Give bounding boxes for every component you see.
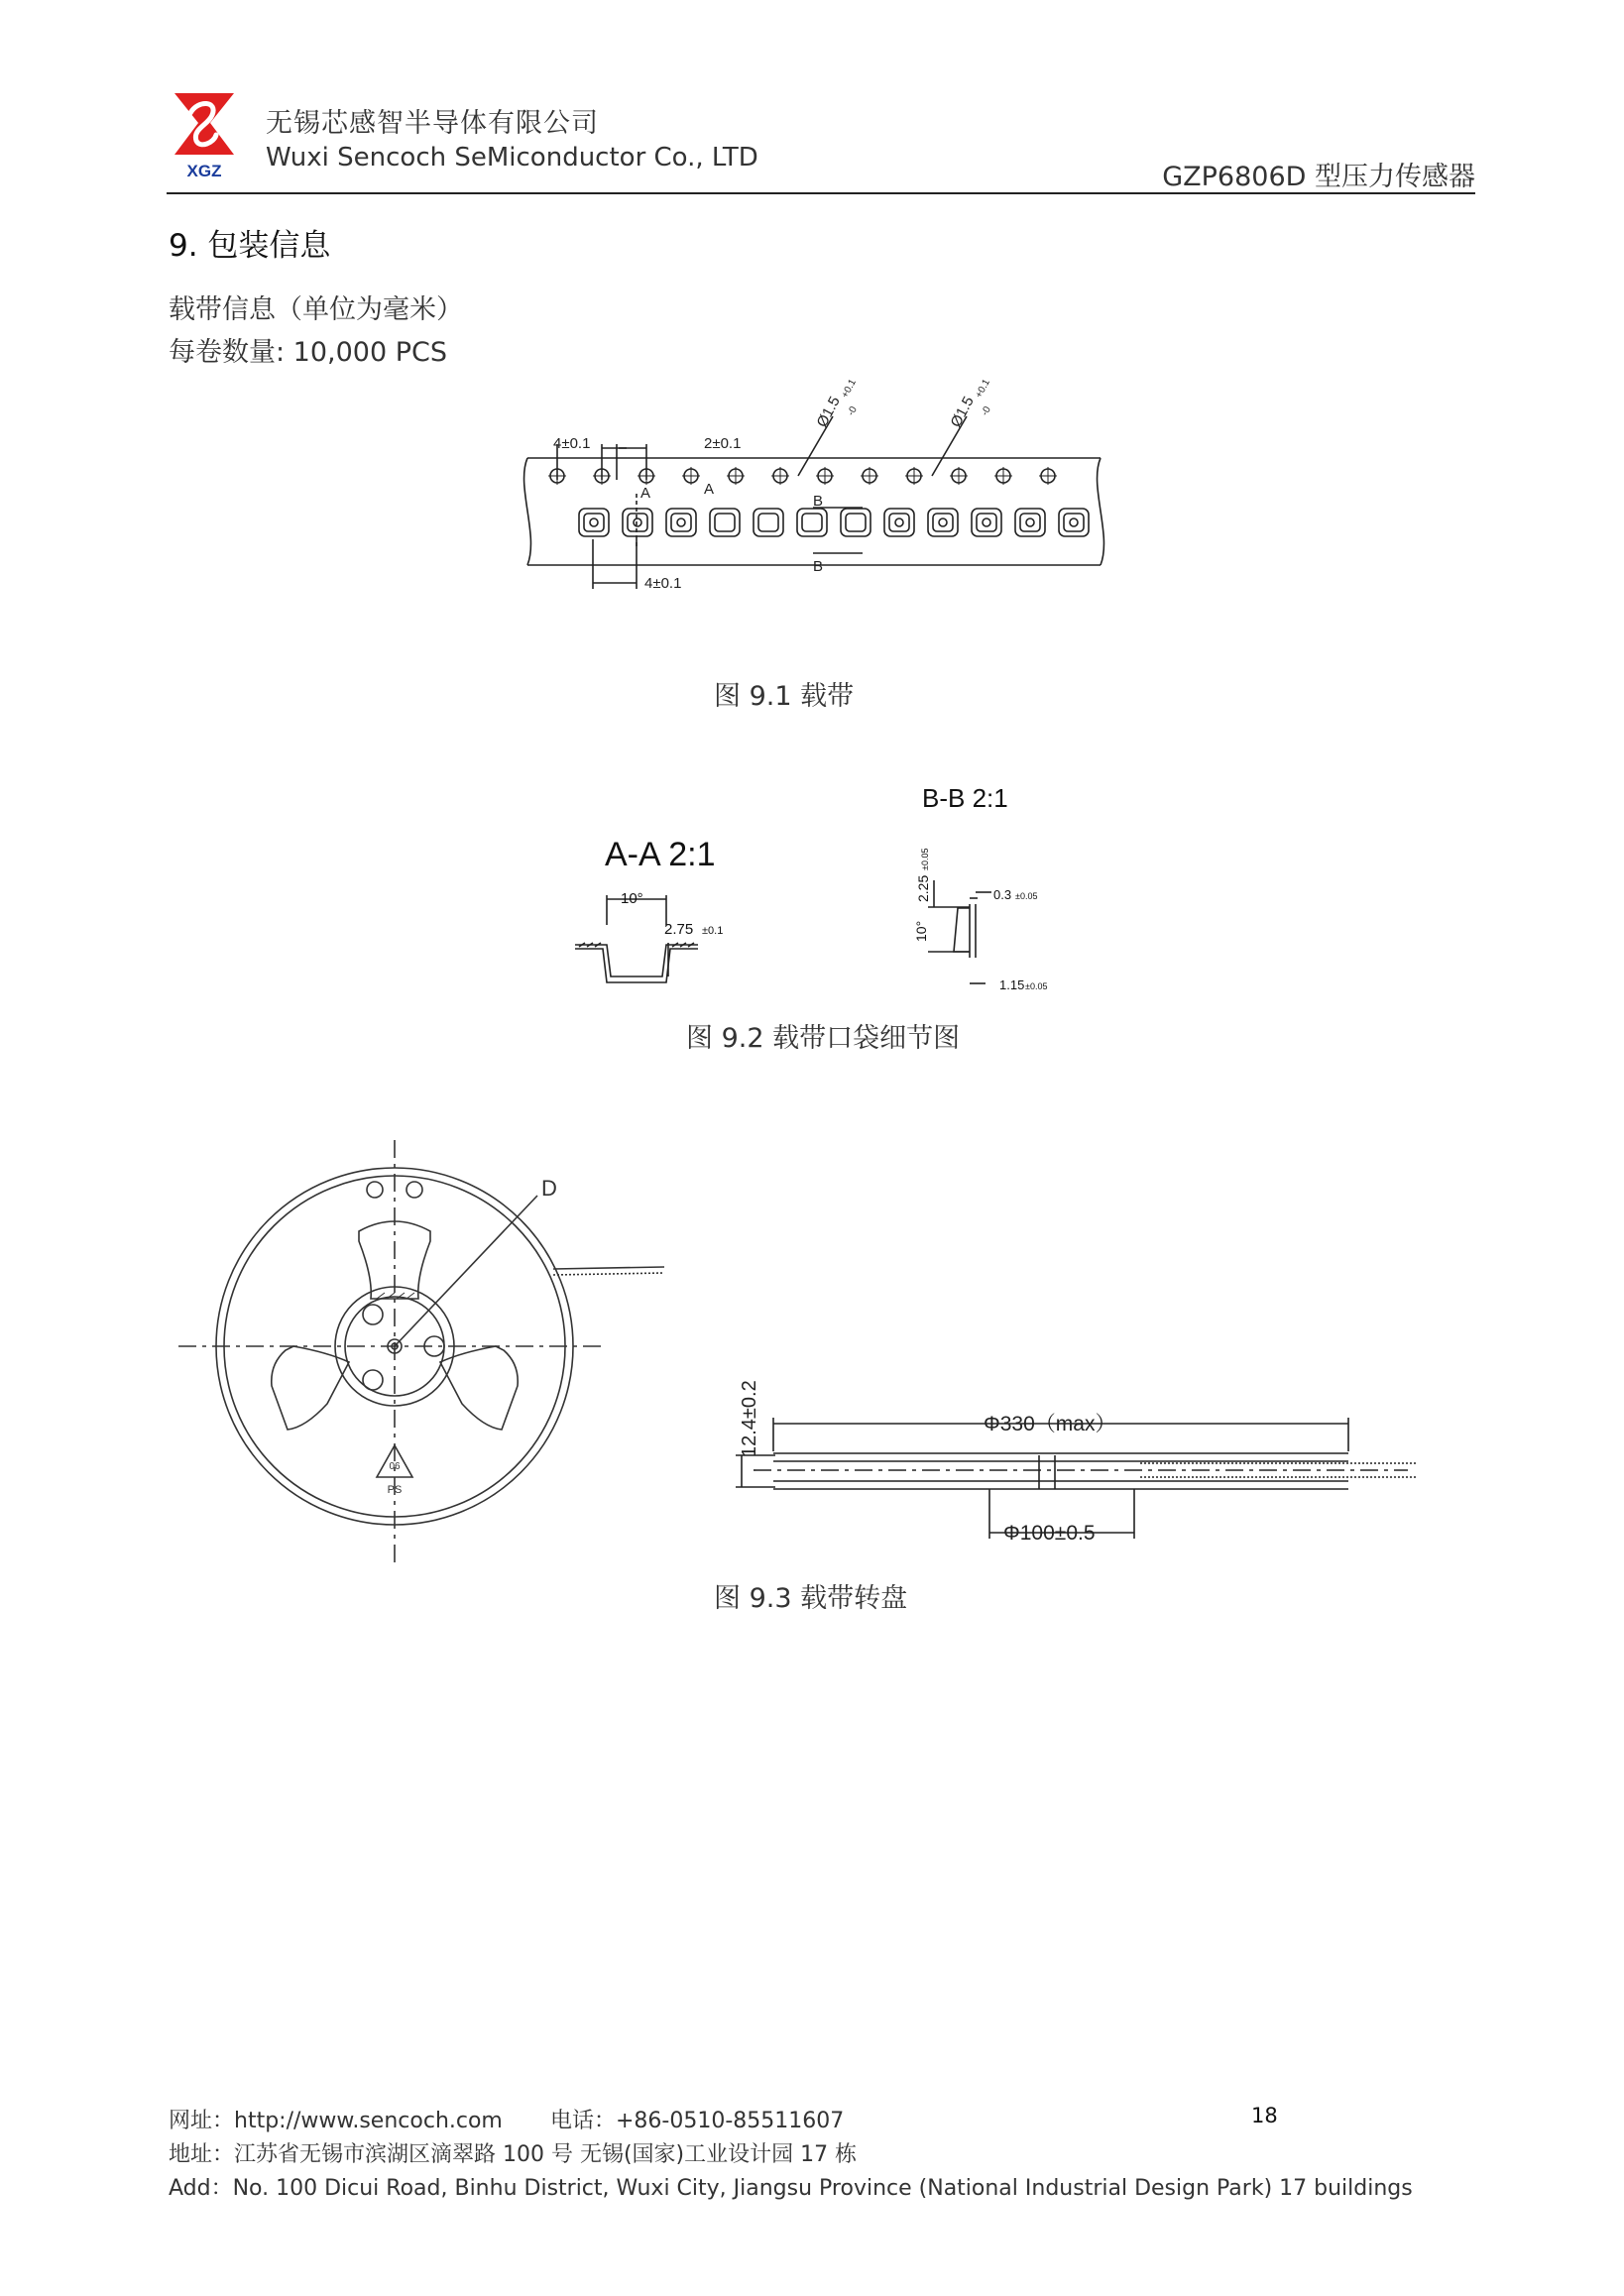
quantity-line: 每卷数量: 10,000 PCS [169, 337, 448, 368]
footer-website: 网址：http://www.sencoch.com [169, 2109, 503, 2133]
tape-pocket-inner [977, 514, 996, 531]
recycle-number: 06 [389, 1461, 401, 1472]
sprocket-hole-cross [1039, 467, 1057, 485]
pocket-hole [895, 518, 903, 526]
tape-pocket-inner [1064, 514, 1084, 531]
hole-dia-b-label: Ø1.5 [947, 394, 978, 430]
pocket-hole [634, 518, 641, 526]
aa-depth-label: 2.75 [664, 921, 694, 938]
bb-height-label: 2.25 [915, 874, 931, 902]
bb-thick-label: 0.3 [993, 887, 1012, 902]
tape-pocket-inner [715, 514, 735, 531]
hole-dia-b-tol-up: +0.1 [973, 377, 992, 401]
pocket-hole [590, 518, 598, 526]
bb-height-tol: ±0.05 [920, 848, 930, 870]
section-title: 9. 包装信息 [169, 228, 331, 264]
tape-pocket-inner [671, 514, 691, 531]
pitch-bottom-label: 4±0.1 [644, 575, 682, 592]
tape-pocket-inner [628, 514, 647, 531]
header-divider [167, 192, 1475, 194]
company-logo [169, 83, 240, 182]
section-b-label-1: B [813, 493, 824, 510]
product-name: GZP6806D 型压力传感器 [1162, 162, 1475, 192]
sprocket-hole-cross [905, 467, 923, 485]
hole-dia-a-label: Ø1.5 [813, 394, 844, 430]
tape-pocket-inner [1020, 514, 1040, 531]
bb-width-tol: ±0.05 [1025, 981, 1048, 991]
bb-thick-tol: ±0.05 [1015, 891, 1038, 901]
company-name-en: Wuxi Sencoch SeMiconductor Co., LTD [266, 143, 758, 172]
sprocket-hole-cross [861, 467, 878, 485]
section-bb-title: B-B 2:1 [922, 783, 1008, 813]
bb-angle-label: 10° [913, 920, 929, 942]
pocket-hole [1026, 518, 1034, 526]
tape-pocket-inner [889, 514, 909, 531]
pocket-hole [1070, 518, 1078, 526]
recycle-material: PS [387, 1484, 403, 1496]
tape-pocket-inner [933, 514, 953, 531]
pocket-section-bb [882, 773, 1081, 1001]
carrier-info-line: 载带信息（单位为毫米） [169, 294, 463, 325]
footer-phone: 电话：+86-0510-85511607 [550, 2109, 845, 2133]
reel-width-label: 12.4±0.2 [739, 1380, 760, 1457]
sprocket-hole-cross [682, 467, 700, 485]
pitch-top-label: 4±0.1 [553, 435, 591, 452]
figure-9-1-caption: 图 9.1 载带 [714, 681, 855, 712]
carrier-tape-drawing [516, 377, 1110, 605]
pocket-hole [939, 518, 947, 526]
figure-9-3-caption: 图 9.3 载带转盘 [714, 1583, 908, 1614]
sprocket-hole-cross [950, 467, 968, 485]
aa-depth-tol: ±0.1 [702, 925, 724, 937]
aa-angle-label: 10° [621, 890, 643, 907]
pocket-hole [677, 518, 685, 526]
figure-9-2-caption: 图 9.2 载带口袋细节图 [686, 1023, 961, 1054]
tape-pocket-inner [584, 514, 604, 531]
company-name-cn: 无锡芯感智半导体有限公司 [266, 108, 599, 139]
footer-address-en: Add：No. 100 Dicui Road, Binhu District, Wuxi City, Jiangsu Province (National Industrial Design Park) 17 buildings [169, 2176, 1413, 2201]
sprocket-hole-cross [727, 467, 745, 485]
sprocket-hole-cross [994, 467, 1012, 485]
hole-dia-b-tol-dn: -0 [979, 404, 993, 418]
reel-hub-dia-label: Φ100±0.5 [1003, 1522, 1096, 1545]
hole-dia-a-tol-up: +0.1 [839, 377, 859, 401]
sprocket-hole-cross [771, 467, 789, 485]
pocket-section-aa [565, 828, 783, 996]
section-a-label-2: A [704, 481, 715, 498]
tape-pocket-inner [802, 514, 822, 531]
reel-outer-dia-label: Φ330（max） [984, 1413, 1116, 1435]
reel-d-label: D [541, 1176, 557, 1201]
bb-width-label: 1.15 [999, 977, 1025, 992]
sprocket-hole-cross [816, 467, 834, 485]
footer-address-cn: 地址：江苏省无锡市滨湖区滴翠路 100 号 无锡(国家)工业设计园 17 栋 [169, 2142, 858, 2167]
hole-dia-a-tol-dn: -0 [845, 404, 860, 418]
section-a-label-1: A [640, 485, 651, 502]
reel-side-view [724, 1338, 1418, 1556]
hole-offset-label: 2±0.1 [704, 435, 742, 452]
tape-pocket-inner [846, 514, 866, 531]
section-b-label-2: B [813, 558, 824, 575]
section-aa-title: A-A 2:1 [605, 836, 716, 873]
pocket-hole [983, 518, 990, 526]
tape-pocket-inner [758, 514, 778, 531]
logo-text: XGZ [186, 162, 222, 180]
reel-front-view [178, 1130, 674, 1586]
page-number: 18 [1251, 2104, 1278, 2127]
